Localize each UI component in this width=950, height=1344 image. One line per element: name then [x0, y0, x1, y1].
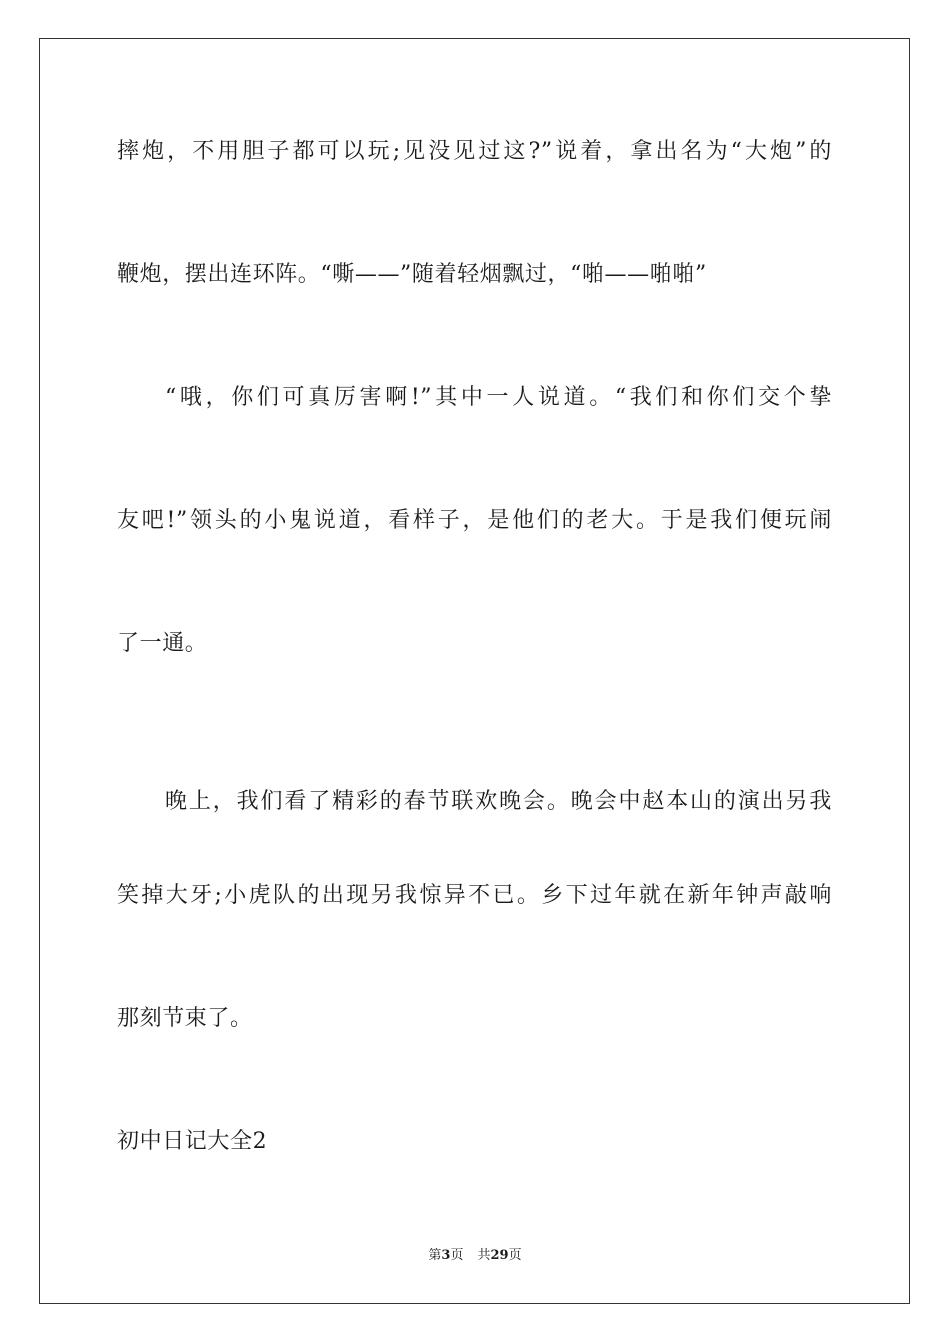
section-heading: 初中日记大全2: [117, 1129, 268, 1154]
text-line-5: 了一通。: [117, 631, 208, 656]
footer-total-suffix: 页: [508, 1248, 522, 1263]
page-frame: [39, 38, 910, 1304]
text-line-7: 笑掉大牙;小虎队的出现另我惊异不已。乡下过年就在新年钟声敲响: [117, 883, 832, 908]
page-footer: [0, 1247, 950, 1265]
footer-total-pages: 29: [490, 1248, 509, 1263]
text-line-4: 友吧!”领头的小鬼说道，看样子，是他们的老大。于是我们便玩闹: [117, 508, 832, 533]
footer-current-page: 3: [441, 1248, 451, 1263]
footer-page-suffix: 页: [450, 1248, 464, 1263]
text-line-2: 鞭炮，摆出连环阵。“嘶——”随着轻烟飘过，“啪——啪啪”: [117, 262, 707, 287]
text-line-1: 摔炮，不用胆子都可以玩;见没见过这?”说着，拿出名为“大炮”的: [117, 139, 832, 164]
footer-page-prefix: 第: [428, 1248, 442, 1263]
text-line-8: 那刻节束了。: [117, 1006, 253, 1031]
text-line-3: “哦，你们可真厉害啊!”其中一人说道。“我们和你们交个挚: [165, 385, 832, 410]
text-line-6: 晚上，我们看了精彩的春节联欢晚会。晚会中赵本山的演出另我: [165, 789, 832, 814]
footer-total-prefix: 共: [477, 1248, 491, 1263]
